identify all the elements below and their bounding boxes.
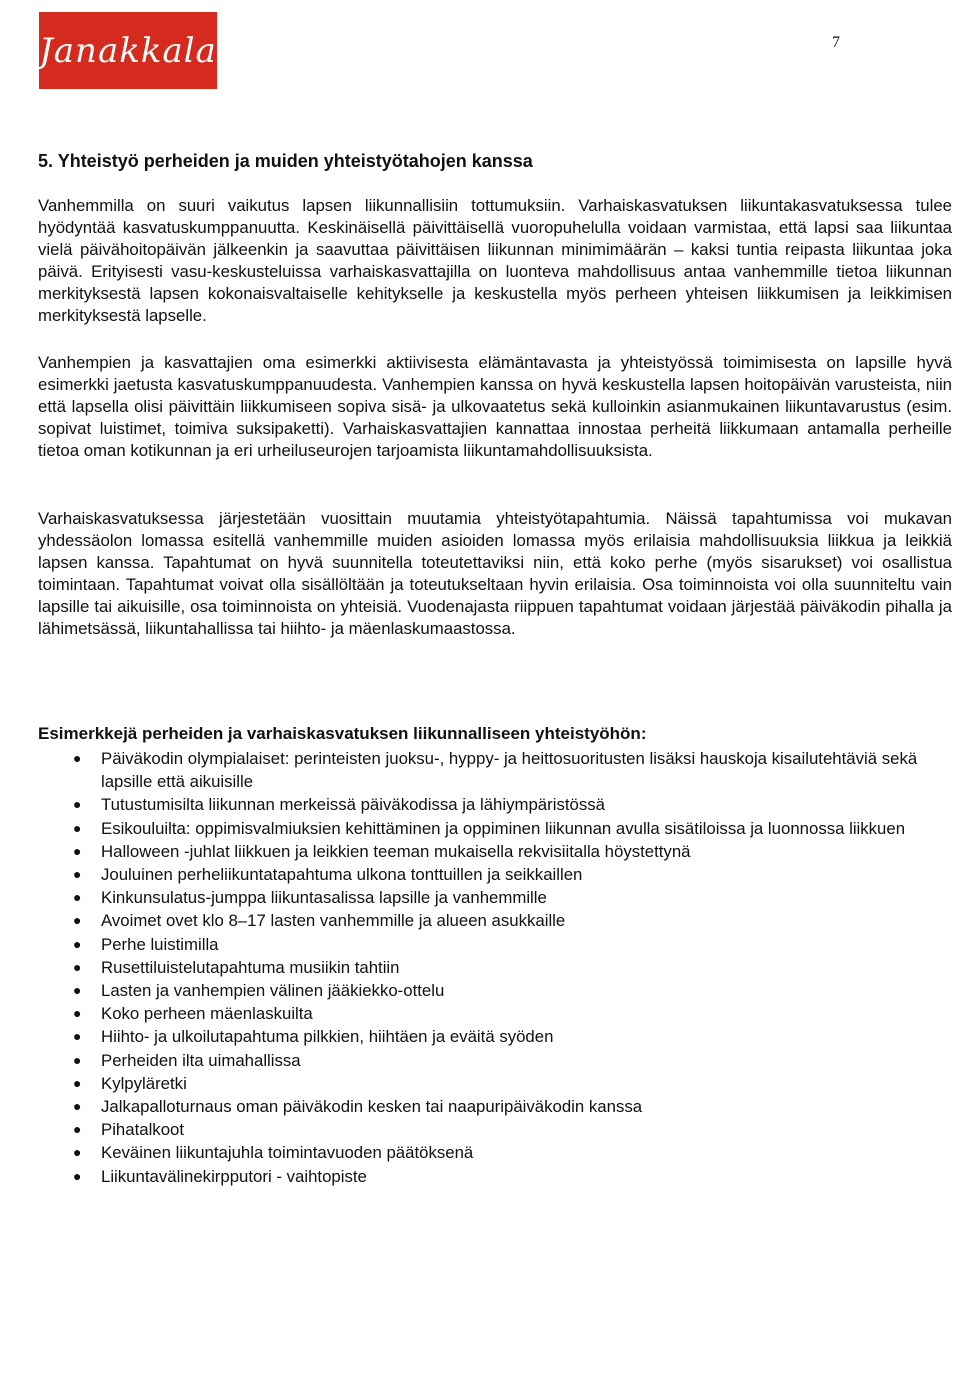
list-item — [38, 1072, 952, 1095]
list-item — [38, 933, 952, 956]
list-item — [38, 840, 952, 863]
logo-text: Janakkala — [39, 30, 217, 71]
list-item — [38, 886, 952, 909]
list-item-text: Kylpyläretki — [101, 1073, 187, 1093]
list-item-text: Jalkapalloturnaus oman päiväkodin kesken tai naapuripäiväkodin kanssa — [101, 1097, 643, 1117]
list-item-text: Hiihto- ja ulkoilutapahtuma pilkkien, hiihtäen ja eväitä syöden — [101, 1027, 554, 1047]
list-item — [38, 909, 952, 932]
bullet-icon: ● — [73, 1167, 82, 1184]
paragraph-1: Vanhemmilla on suuri vaikutus lapsen liikunnallisiin tottumuksiin. Varhaiskasvatuksen liikuntakasvatuksessa tulee hyödyntää kasvatuskumppanuutta. Keskinäisellä päivittäisellä vuoropuhelulla voidaan varmistaa, että lapsi saa liikuntaa vielä päivähoitopäivän jälkeenkin ja saavuttaa päivittäisen liikunnan minimimäärän – kaksi tuntia reipasta liikuntaa joka päivä. Erityisesti vasu-keskusteluissa varhaiskasvattajilla on luonteva mahdollisuus antaa vanhemmille tietoa liikunnan merkityksestä lapsen kokonaisvaltaiselle kehitykselle ja keskustella myös perheen yhteisen liikkumisen ja leikkimisen merkityksestä lapselle. — [38, 196, 952, 325]
list-item — [38, 817, 952, 840]
bullet-icon: ● — [73, 958, 82, 975]
bullet-icon: ● — [73, 935, 82, 952]
section-heading: 5. Yhteistyö perheiden ja muiden yhteistyötahojen kanssa — [38, 151, 533, 171]
list-item-text: Halloween -juhlat liikkuen ja leikkien teeman mukaisella rekvisiitalla höystettynä — [101, 841, 691, 861]
bullet-icon: ● — [73, 912, 82, 929]
list-item-text: Perheiden ilta uimahallissa — [101, 1050, 301, 1070]
list-item — [38, 1141, 952, 1164]
list-item-text: Perhe luistimilla — [101, 934, 219, 954]
list-item-text: Päiväkodin olympialaiset: perinteisten juoksu-, hyppy- ja heittosuoritusten lisäksi hauskoja kisailutehtäviä sekä lapsille että aikuisille — [101, 749, 918, 792]
bullet-icon: ● — [73, 1074, 82, 1091]
list-item — [38, 1025, 952, 1048]
bullet-icon: ● — [73, 750, 82, 766]
list-item — [38, 863, 952, 886]
bullet-icon: ● — [73, 1098, 82, 1115]
list-item — [38, 1165, 952, 1188]
bullet-icon: ● — [73, 842, 82, 859]
list-item-text: Tutustumisilta liikunnan merkeissä päiväkodissa ja lähiympäristössä — [101, 795, 605, 815]
list-item-text: Rusettiluistelutapahtuma musiikin tahtiin — [101, 957, 400, 977]
list-item-text: Liikuntavälinekirpputori - vaihtopiste — [101, 1166, 367, 1186]
paragraph-3: Varhaiskasvatuksessa järjestetään vuosittain muutamia yhteistyötapahtumia. Näissä tapahtumissa voi mukavan yhdessäolon lomassa esitellä vanhemmille muiden asioiden lomassa myös erilaisia mahdollisuuksia liikkua ja leikkiä lapsen kanssa. Tapahtumat on hyvä suunnitella toteutettaviksi niin, että koko perhe (myös sisarukset) voi osallistua toimintaan. Tapahtumat voivat olla sisällöltään ja toteutukseltaan hyvin erilaisia. Osa toiminnoista voi olla suunniteltu vain lapsille tai aikuisille, osa toiminnoista on yhteisiä. Vuodenajasta riippuen tapahtumat voidaan järjestää päiväkodin pihalla ja lähimetsässä, liikuntahallissa tai hiihto- ja mäenlaskumaastossa. — [38, 509, 952, 638]
bullet-icon: ● — [73, 819, 82, 836]
bullet-icon: ● — [73, 796, 82, 813]
janakkala-logo — [39, 12, 217, 89]
bullet-icon: ● — [73, 1028, 82, 1045]
list-item — [38, 793, 952, 816]
list-item-text: Koko perheen mäenlaskuilta — [101, 1004, 313, 1024]
list-item-text: Kinkunsulatus-jumppa liikuntasalissa lapsille ja vanhemmille — [101, 888, 547, 908]
examples-list — [38, 747, 952, 1188]
list-item — [38, 1118, 952, 1141]
list-item — [38, 1095, 952, 1118]
paragraph-2: Vanhempien ja kasvattajien oma esimerkki aktiivisesta elämäntavasta ja yhteistyössä toimimisesta on lapsille hyvä esimerkki jaetusta kasvatuskumppanuudesta. Vanhempien kanssa on hyvä keskustella lapsen hoitopäivän varusteista, niin että lapsella olisi päivittäin liikkumiseen sopiva sisä- ja ulkovaatetus sekä kulloinkin asianmukainen liikuntavarustus (esim. sopivat luistimet, toimiva suksipaketti). Varhaiskasvattajien kannattaa innostaa perheitä liikkumaan antamalla perheille tietoa oman kotikunnan ja eri urheiluseurojen tarjoamista liikuntamahdollisuuksista. — [38, 353, 952, 460]
bullet-icon: ● — [73, 982, 82, 999]
list-item — [38, 956, 952, 979]
list-item-text: Lasten ja vanhempien välinen jääkiekko-ottelu — [101, 981, 445, 1001]
bullet-icon: ● — [73, 1051, 82, 1068]
list-item-text: Keväinen liikuntajuhla toimintavuoden päätöksenä — [101, 1143, 474, 1163]
examples-title: Esimerkkejä perheiden ja varhaiskasvatuksen liikunnalliseen yhteistyöhön: — [38, 724, 647, 743]
list-item — [38, 979, 952, 1002]
list-item — [38, 1002, 952, 1025]
bullet-icon: ● — [73, 1005, 82, 1022]
bullet-icon: ● — [73, 1144, 82, 1161]
bullet-icon: ● — [73, 889, 82, 906]
list-item-text: Esikouluilta: oppimisvalmiuksien kehittäminen ja oppiminen liikunnan avulla sisätiloissa ja luonnossa liikkuen — [101, 818, 906, 838]
list-item-text: Pihatalkoot — [101, 1120, 185, 1140]
list-item — [38, 747, 952, 793]
list-item-text: Jouluinen perheliikuntatapahtuma ulkona tonttuillen ja seikkaillen — [101, 865, 583, 885]
bullet-icon: ● — [73, 866, 82, 883]
list-item-text: Avoimet ovet klo 8–17 lasten vanhemmille ja alueen asukkaille — [101, 911, 566, 931]
bullet-icon: ● — [73, 1121, 82, 1138]
page-number: 7 — [832, 34, 840, 51]
list-item — [38, 1049, 952, 1072]
